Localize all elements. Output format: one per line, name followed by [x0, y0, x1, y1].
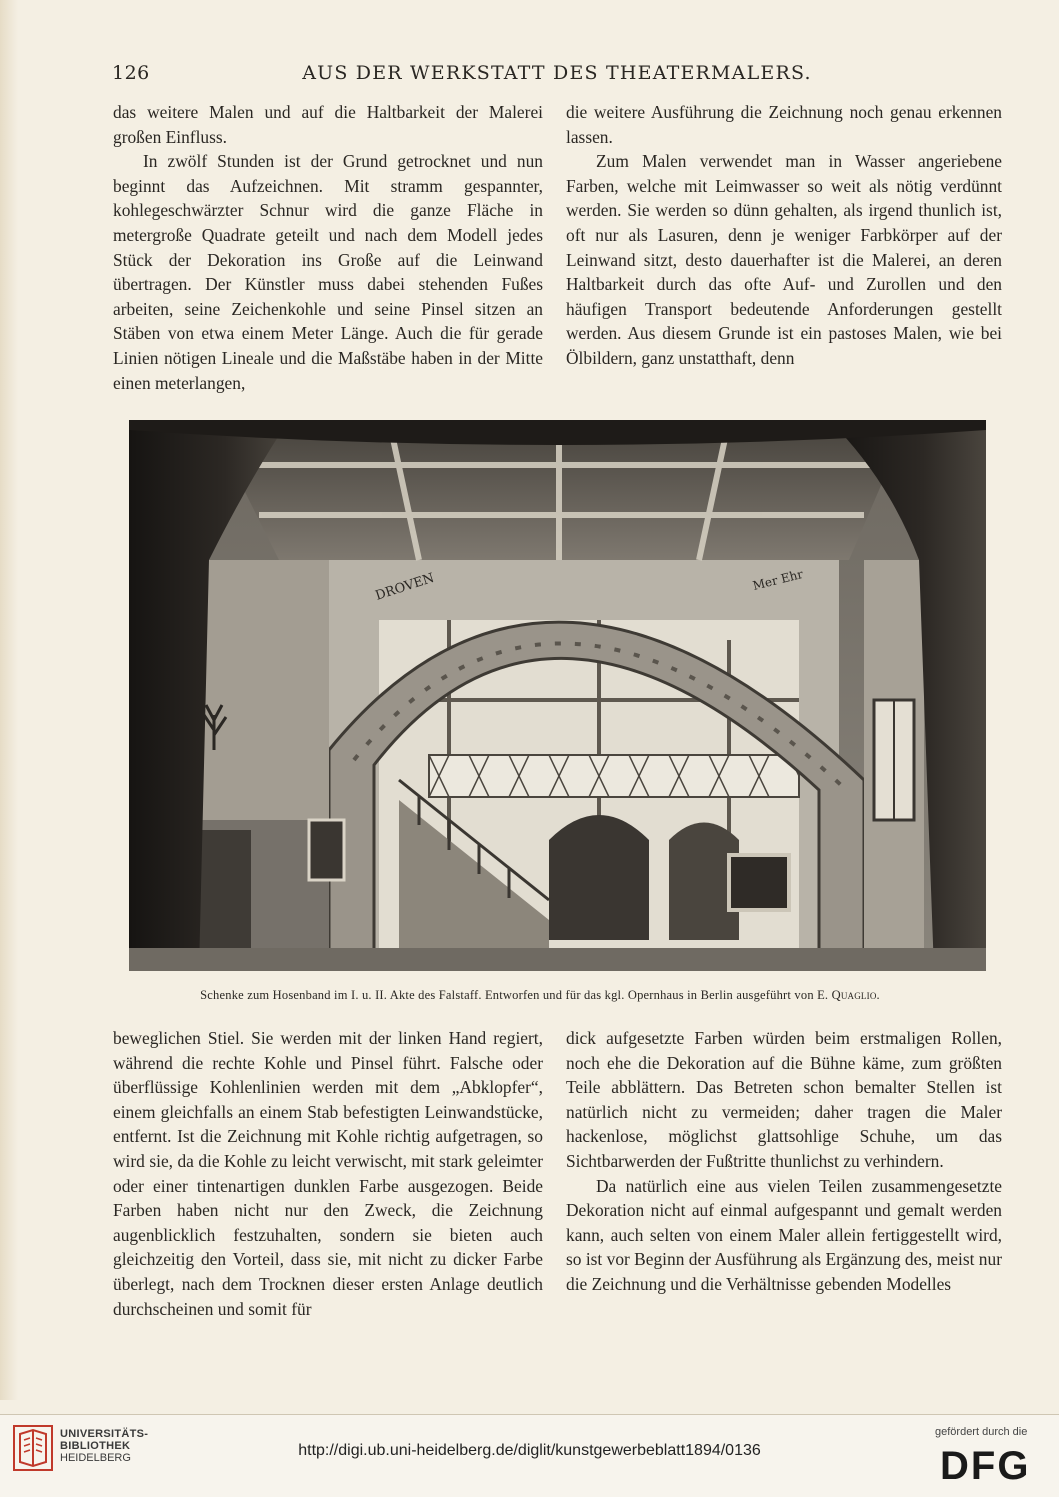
permalink-url[interactable]: http://digi.ub.uni-heidelberg.de/diglit/kunstgewerbeblatt1894/0136 [298, 1442, 761, 1459]
stage-design-illustration [129, 420, 986, 971]
library-line-3: HEIDELBERG [60, 1452, 131, 1464]
paragraph: dick aufgesetzte Farben würden beim erstmaligen Rollen, noch ehe die Dekoration auf die Bühne käme, zum größten Teile abblättern. Das Betreten schon bemalter Stellen ist natürlich nicht zu vermeiden; daher tragen die Maler hackenlose, möglichst glattsohlige Schuhe, um das Sichtbarwerden der Fußtritte thunlichst zu verhindern. [566, 1028, 1002, 1171]
wall-inscription-right: Mer Ehr [751, 566, 805, 593]
library-line-2: BIBLIOTHEK [60, 1440, 131, 1452]
stage-scene-drawing [129, 420, 986, 971]
caption-text: Schenke zum Hosenband im I. u. II. Akte des Falstaff. Entworfen und für das kgl. Opernhaus in Berlin ausgeführt von E. [200, 988, 829, 1002]
page-edge [0, 0, 18, 1400]
caption-artist: Quaglio. [831, 988, 880, 1002]
paragraph: Da natürlich eine aus vielen Teilen zusammengesetzte Dekoration nicht auf einmal aufgespannt und gemalt werden kann, auch selten von einem Maler allein fertiggestellt wird, so ist vor Beginn der Ausführung als Ergänzung des, meist nur die Zeichnung und die Verhältnisse gebenden Modelles [566, 1175, 1002, 1294]
wall-inscription-left: DROVEN [373, 570, 437, 604]
funded-by-label: gefördert durch die [935, 1426, 1028, 1438]
dfg-logo: DFG [940, 1444, 1031, 1488]
bottom-left-column [113, 1026, 543, 1321]
bottom-right-column [566, 1026, 1002, 1297]
paragraph: Zum Malen verwendet man in Wasser angeriebene Farben, welche mit Leimwasser so weit als nötig verdünnt werden. Sie werden so dünn gehalten, als irgend thunlich ist, oft nur als Lasuren, denn je weniger Farbkörper auf der Leinwand sitzt, desto dauerhafter ist die Malerei, an deren Haltbarkeit durch das ofte Auf- und Zurollen und den häufigen Transport bedeutende Anforderungen gestellt werden. Aus diesem Grunde ist ein pastoses Malen, wie bei Ölbildern, ganz unstatthaft, denn [566, 151, 1002, 368]
running-head [112, 62, 1002, 88]
paragraph: beweglichen Stiel. Sie werden mit der linken Hand regiert, während die rechte Kohle und Pinsel führt. Falsche oder überflüssige Kohlenlinien werden mit dem „Abklopfer“, einem gleichfalls an einem Stab befestigten Leinwandstücke, entfernt. Ist die Zeichnung mit Kohle richtig aufgetragen, so wird sie, da die Kohle zu leicht verwischt, mit stark geleimter oder einer tintenartigen dunklen Farbe ausgezogen. Beide Farben haben nicht nur den Zweck, die Zeichnung augenblicklich festzuhalten, sondern sie bieten auch gleichzeitig den Vorteil, dass sie, mit nicht zu dicker Farbe überlegt, nach dem Trocknen dieser ersten Anlage deutlich durchscheinen und somit für [113, 1028, 543, 1319]
top-left-column [113, 100, 543, 395]
top-right-column [566, 100, 1002, 371]
page-number: 126 [112, 62, 150, 84]
paragraph: die weitere Ausführung die Zeichnung noch genau erkennen lassen. [566, 102, 1002, 147]
library-line-1: UNIVERSITÄTS- [60, 1428, 149, 1440]
figure-caption [100, 988, 980, 1003]
paragraph: das weitere Malen und auf die Haltbarkeit der Malerei großen Einfluss. [113, 102, 543, 147]
running-title: AUS DER WERKSTATT DES THEATERMALERS. [302, 62, 812, 84]
paragraph: In zwölf Stunden ist der Grund getrocknet und nun beginnt das Aufzeichnen. Mit stramm gespannter, kohlegeschwärzter Schnur wird die ganze Fläche in metergroße Quadrate geteilt und nach dem Modell jedes Stück der Dekoration ins Große auf die Leinwand übertragen. Der Künstler muss dabei stehenden Fußes arbeiten, seine Zeichenkohle und seine Pinsel sitzen an Stäben von etwa einem Meter Länge. Auch die für gerade Linien nötigen Lineale und die Maßstäbe haben in der Mitte einen meterlangen, [113, 151, 543, 393]
